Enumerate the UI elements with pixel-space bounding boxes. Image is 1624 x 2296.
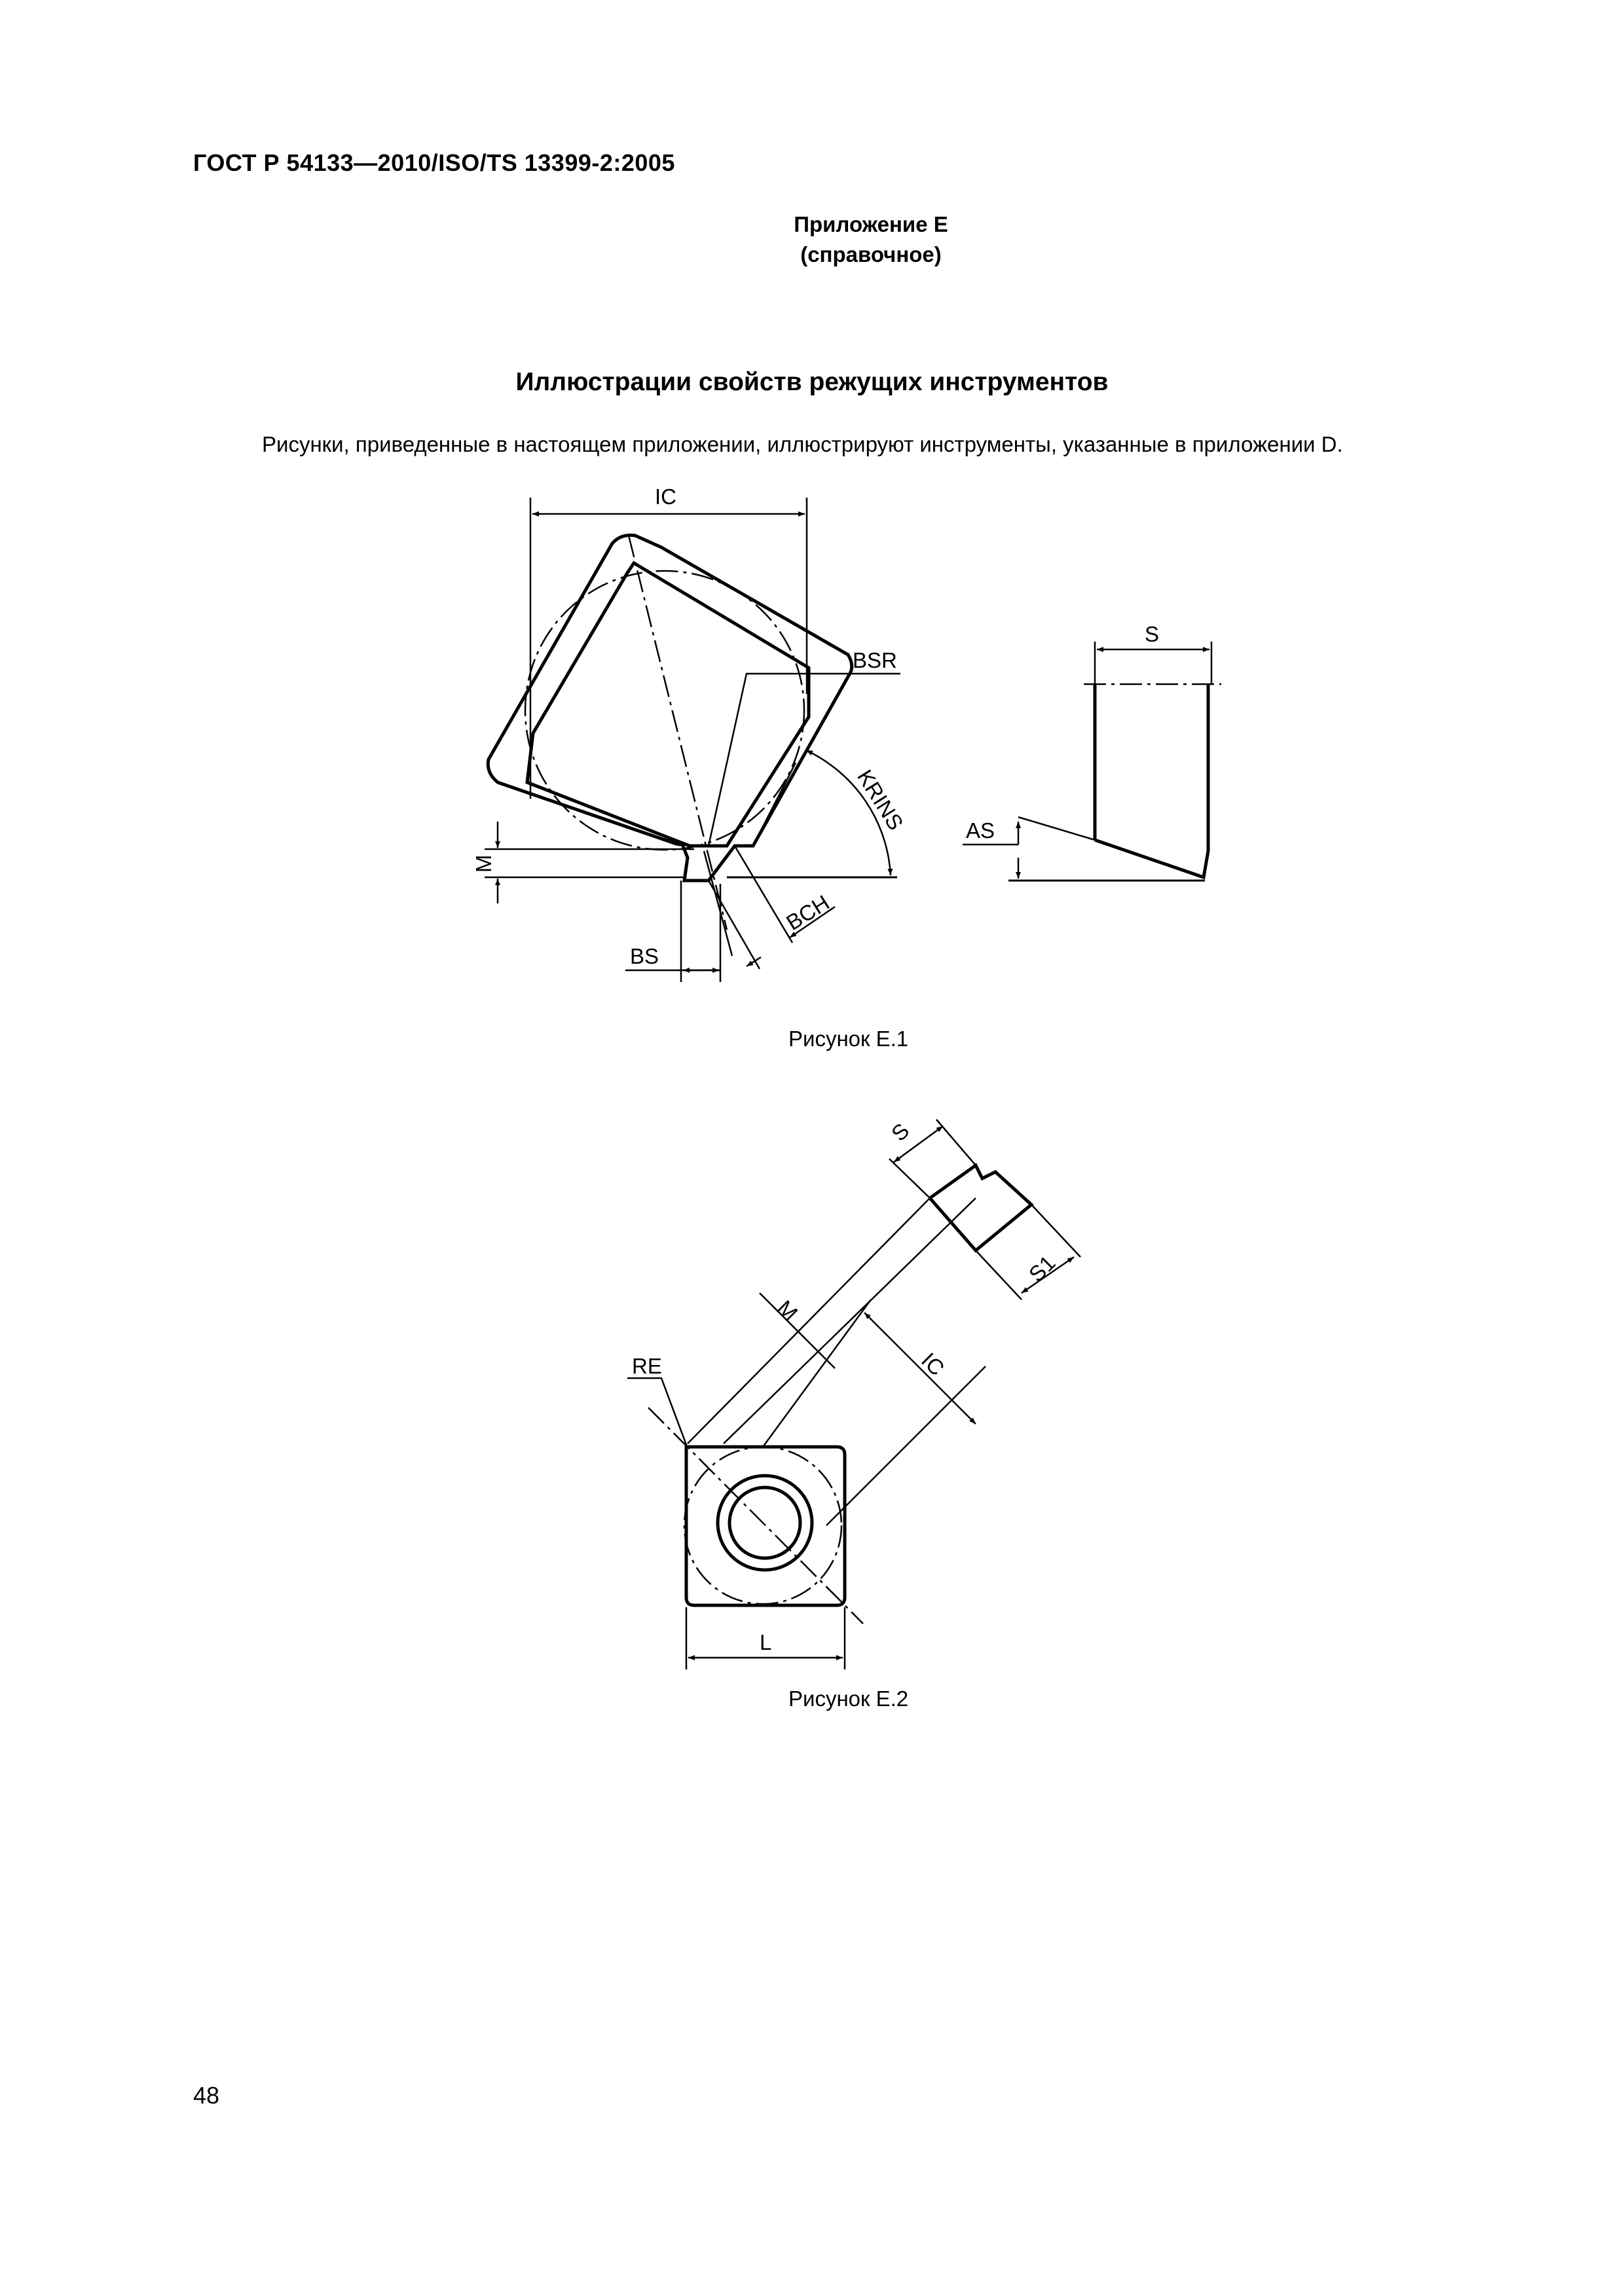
label-bsr: BSR	[853, 648, 897, 672]
ic-dimension-e2	[864, 1313, 976, 1424]
insert-inner-face	[527, 563, 809, 846]
label-re-e2: RE	[632, 1354, 662, 1378]
figure-e1	[485, 498, 1221, 982]
hole-inner	[729, 1487, 800, 1558]
side-detail	[930, 1165, 1031, 1250]
label-krins: KRINS	[853, 765, 908, 835]
label-ic-e2: IC	[917, 1347, 950, 1381]
intro-paragraph: Рисунки, приведенные в настоящем приложении, иллюстрируют инструменты, указанные в приложении D.	[262, 432, 1343, 456]
label-m: M	[471, 854, 496, 873]
label-l-e2: L	[760, 1630, 772, 1654]
inscribed-circle-e2	[684, 1447, 841, 1604]
figure-e1-caption: Рисунок Е.1	[788, 1027, 909, 1051]
label-s: S	[1145, 622, 1160, 646]
document-header: ГОСТ Р 54133—2010/ISO/TS 13399-2:2005	[193, 149, 675, 176]
figure-e2-caption: Рисунок Е.2	[788, 1686, 909, 1711]
label-s1-e2: S1	[1024, 1250, 1060, 1286]
insert-axis	[629, 536, 727, 930]
insert-outer-contour	[488, 536, 851, 881]
label-m-e2: M	[773, 1295, 803, 1326]
hole-outer	[718, 1476, 812, 1570]
appendix-title: Приложение Е	[794, 212, 948, 236]
page-number: 48	[193, 2082, 220, 2109]
label-ic: IC	[655, 484, 676, 509]
diagonal-axis	[648, 1408, 863, 1624]
label-as: AS	[966, 818, 995, 843]
section-title: Иллюстрации свойств режущих инструментов	[515, 368, 1109, 396]
label-bch: BCH	[782, 890, 834, 935]
appendix-type: (справочное)	[800, 242, 942, 266]
label-s-e2: S	[886, 1118, 914, 1146]
side-view-bottom	[1095, 840, 1208, 877]
figure-e2	[627, 1120, 1080, 1669]
label-bs: BS	[630, 944, 659, 968]
